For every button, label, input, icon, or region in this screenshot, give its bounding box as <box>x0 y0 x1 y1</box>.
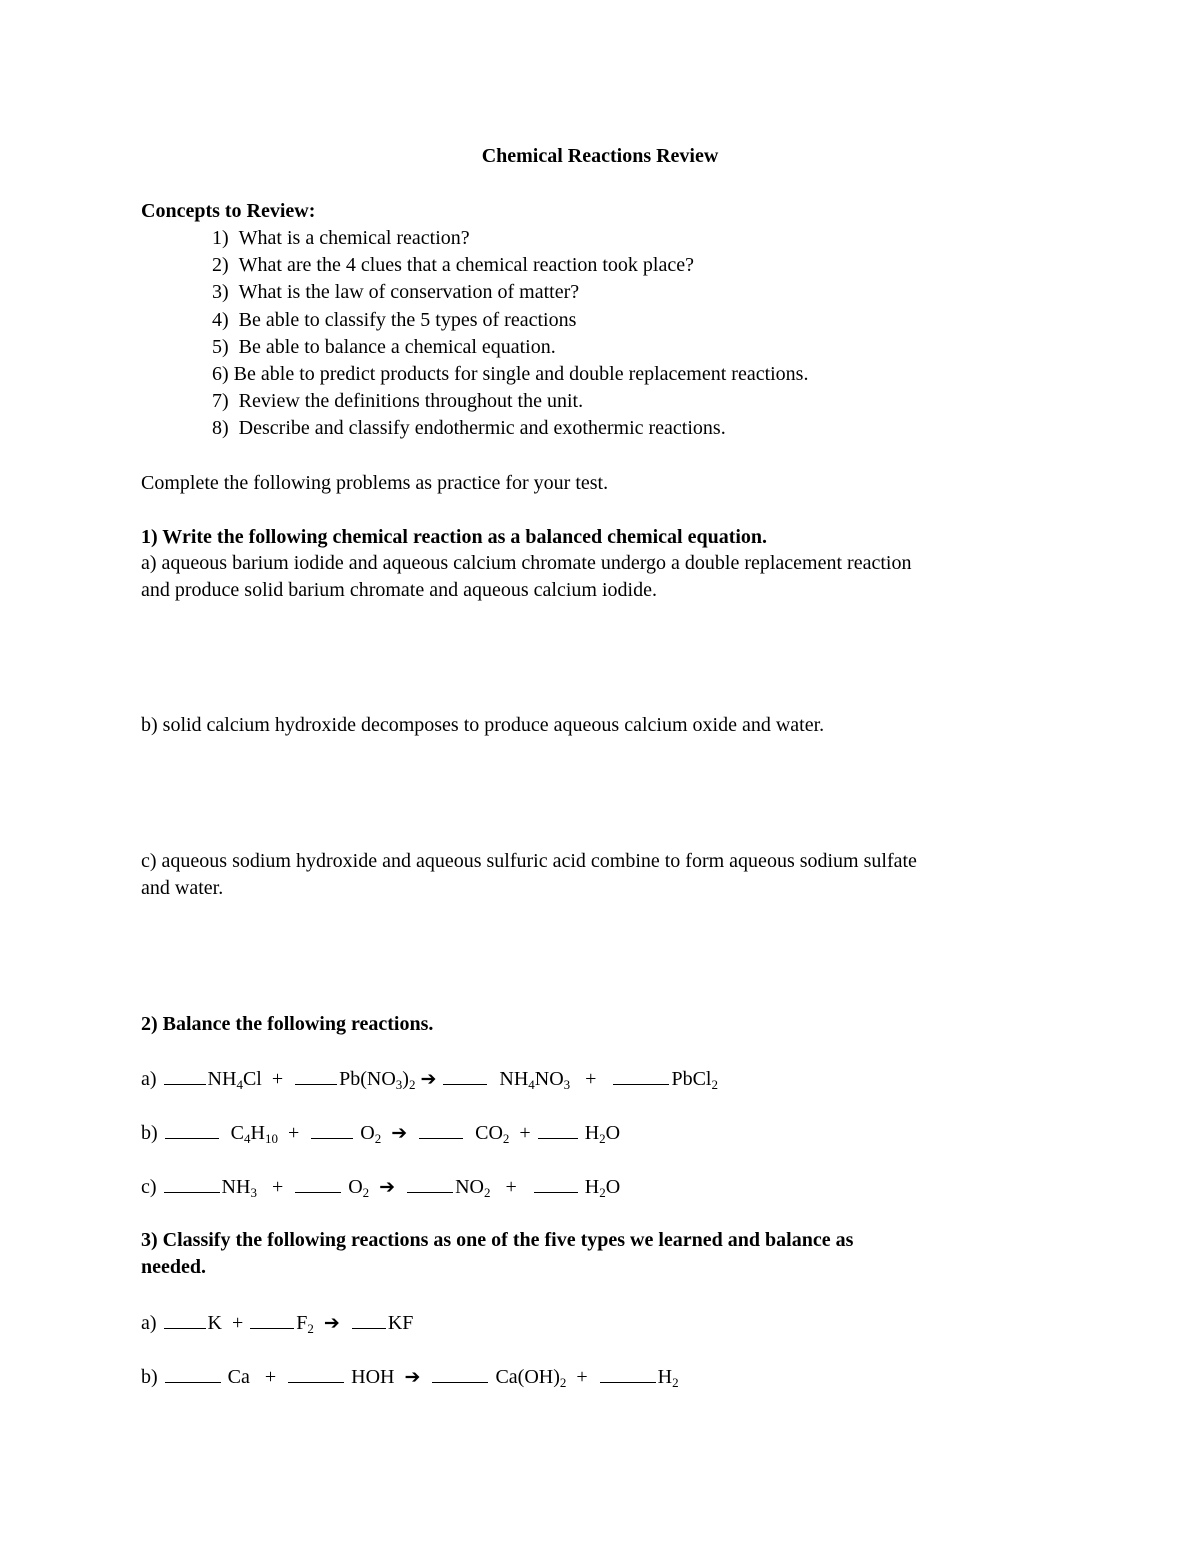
coefficient-blank[interactable] <box>164 1066 206 1085</box>
formula-part: HOH <box>351 1366 395 1388</box>
concept-text: Describe and classify endothermic and exothermic reactions. <box>238 417 726 439</box>
concept-item <box>212 389 583 413</box>
coefficient-blank[interactable] <box>419 1120 463 1139</box>
formula-part: NH <box>221 1176 251 1198</box>
q2-a-label: a) <box>141 1068 157 1090</box>
formula-part: H <box>250 1122 265 1144</box>
formula-part: C <box>230 1122 245 1144</box>
concept-text: Be able to balance a chemical equation. <box>238 336 556 358</box>
reaction-arrow-icon: ➔ <box>379 1176 396 1198</box>
concept-text: What are the 4 clues that a chemical reaction took place? <box>238 254 694 276</box>
q1-heading: 1) Write the following chemical reaction as a balanced chemical equation. <box>141 526 768 548</box>
coefficient-blank[interactable] <box>311 1120 353 1139</box>
coefficient-blank[interactable] <box>295 1066 337 1085</box>
concept-num: 2) <box>212 254 229 276</box>
formula-part: O <box>348 1176 363 1198</box>
q3-a-label: a) <box>141 1312 157 1334</box>
plus-sign: + <box>519 1122 531 1144</box>
coefficient-blank[interactable] <box>164 1174 220 1193</box>
concept-text: Review the definitions throughout the unit. <box>238 390 584 412</box>
coefficient-blank[interactable] <box>407 1174 453 1193</box>
coefficient-blank[interactable] <box>352 1310 386 1329</box>
formula-part: Pb(NO <box>339 1068 396 1090</box>
formula-part: ) <box>402 1068 409 1090</box>
q1-c-text: c) aqueous sodium hydroxide and aqueous sulfuric acid combine to form aqueous sodium sulfate <box>141 850 917 872</box>
concept-text: Be able to classify the 5 types of reactions <box>238 309 577 331</box>
formula-part: H <box>584 1176 600 1198</box>
q3-b-equation: b) Ca + HOH ➔ Ca(OH)2 + H2 <box>141 1366 679 1390</box>
plus-sign: + <box>585 1068 597 1090</box>
intro-text: Complete the following problems as practice for your test. <box>141 472 609 494</box>
q1-a-text-cont: and produce solid barium chromate and aqueous calcium iodide. <box>141 579 657 601</box>
q3-b-label: b) <box>141 1366 158 1388</box>
q1-c-text-cont: and water. <box>141 877 224 899</box>
concept-item <box>212 253 694 277</box>
formula-part: KF <box>387 1312 414 1334</box>
reaction-arrow-icon: ➔ <box>404 1366 421 1388</box>
formula-part: NH <box>207 1068 237 1090</box>
concept-text: What is the law of conservation of matter? <box>238 281 580 303</box>
concept-num: 3) <box>212 281 229 303</box>
q2-a-equation: a) NH4Cl + Pb(NO3)2 ➔ NH4NO3 + PbCl2 <box>141 1068 718 1092</box>
q2-c-label: c) <box>141 1176 157 1198</box>
reaction-arrow-icon: ➔ <box>420 1068 437 1090</box>
plus-sign: + <box>264 1366 277 1388</box>
coefficient-blank[interactable] <box>613 1066 669 1085</box>
q2-heading: 2) Balance the following reactions. <box>141 1013 434 1035</box>
coefficient-blank[interactable] <box>600 1364 656 1383</box>
coefficient-blank[interactable] <box>165 1364 221 1383</box>
plus-sign: + <box>287 1122 300 1144</box>
formula-part: Cl <box>242 1068 262 1090</box>
coefficient-blank[interactable] <box>288 1364 344 1383</box>
coefficient-blank[interactable] <box>165 1120 219 1139</box>
concept-text: Be able to predict products for single and double replacement reactions. <box>233 363 809 385</box>
concept-num: 5) <box>212 336 229 358</box>
coefficient-blank[interactable] <box>538 1120 578 1139</box>
concept-num: 7) <box>212 390 229 412</box>
q3-heading-cont: needed. <box>141 1256 206 1278</box>
plus-sign: + <box>576 1366 588 1388</box>
concept-num: 4) <box>212 309 229 331</box>
q1-a-text: a) aqueous barium iodide and aqueous calcium chromate undergo a double replacement reaction <box>141 552 912 574</box>
q2-b-equation: b) C4H10 + O2 ➔ CO2 + H2O <box>141 1122 621 1146</box>
q2-c-equation: c) NH3 + O2 ➔ NO2 + H2O <box>141 1176 621 1200</box>
q3-a-equation: a) K + F2 ➔ KF <box>141 1312 414 1336</box>
formula-part: O <box>605 1122 621 1144</box>
formula-part: Ca <box>227 1366 250 1388</box>
formula-part: NO <box>534 1068 564 1090</box>
formula-part: NH <box>499 1068 529 1090</box>
q3-heading: 3) Classify the following reactions as one of the five types we learned and balance as <box>141 1229 854 1251</box>
q1-b-text: b) solid calcium hydroxide decomposes to produce aqueous calcium oxide and water. <box>141 714 825 736</box>
concept-num: 6) <box>212 363 229 385</box>
plus-sign: + <box>271 1176 284 1198</box>
formula-part: Ca(OH) <box>495 1366 560 1388</box>
formula-part: H <box>657 1366 673 1388</box>
page-title: Chemical Reactions Review <box>481 145 719 167</box>
concept-item <box>212 416 726 440</box>
concept-item <box>212 280 579 304</box>
coefficient-blank[interactable] <box>432 1364 488 1383</box>
q2-b-label: b) <box>141 1122 158 1144</box>
formula-part: F <box>296 1312 308 1334</box>
coefficient-blank[interactable] <box>534 1174 578 1193</box>
concept-item <box>212 308 576 332</box>
concept-text: What is a chemical reaction? <box>238 227 470 249</box>
formula-part: K <box>207 1312 222 1334</box>
formula-part: NO <box>455 1176 484 1198</box>
reaction-arrow-icon: ➔ <box>323 1312 340 1334</box>
formula-part: O <box>605 1176 621 1198</box>
formula-part: H <box>584 1122 600 1144</box>
plus-sign: + <box>271 1068 284 1090</box>
plus-sign: + <box>505 1176 517 1198</box>
concepts-heading: Concepts to Review: <box>141 200 316 222</box>
concept-item <box>212 362 808 386</box>
reaction-arrow-icon: ➔ <box>391 1122 408 1144</box>
coefficient-blank[interactable] <box>295 1174 341 1193</box>
concept-item <box>212 226 470 250</box>
formula-part: PbCl <box>671 1068 712 1090</box>
coefficient-blank[interactable] <box>164 1310 206 1329</box>
formula-part: CO <box>475 1122 503 1144</box>
plus-sign: + <box>232 1312 244 1334</box>
concept-num: 1) <box>212 227 229 249</box>
coefficient-blank[interactable] <box>443 1066 487 1085</box>
concept-num: 8) <box>212 417 229 439</box>
formula-part: O <box>360 1122 375 1144</box>
concept-item <box>212 335 556 359</box>
coefficient-blank[interactable] <box>250 1310 294 1329</box>
